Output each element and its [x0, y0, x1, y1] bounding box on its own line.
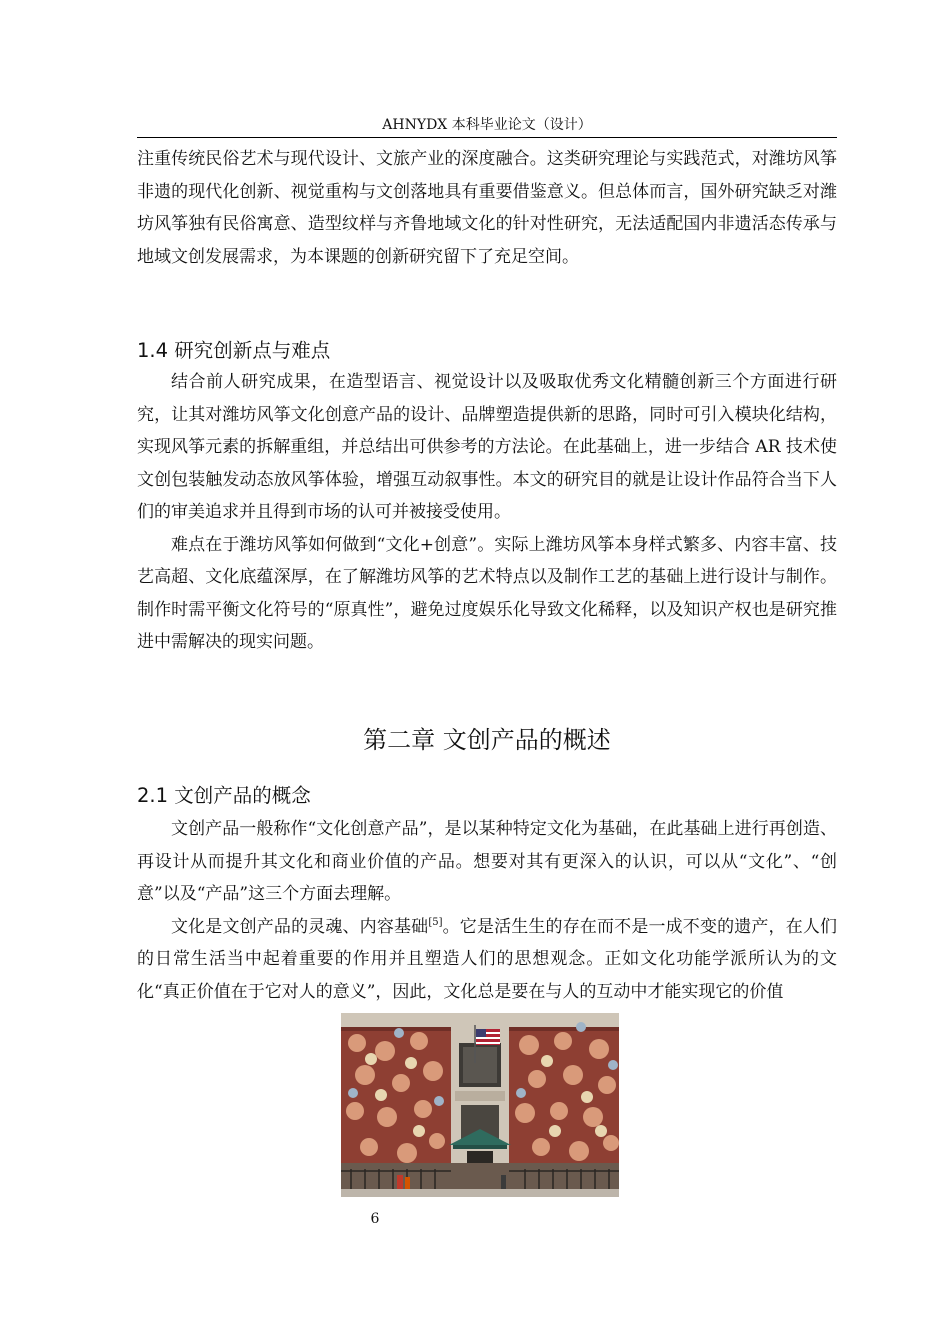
section-1-4-paragraph-2: 难点在于潍坊风筝如何做到“文化+创意”。实际上潍坊风筝本身样式繁多、内容丰富、技艺高超、文化底蕴深厚，在了解潍坊风筝的艺术特点以及制作工艺的基础上进行设计与制作。制作时需平衡文化符号的“原真性”，避免过度娱乐化导致文化稀释，以及知识产权也是研究推进中需解决的现实问题。	[137, 534, 837, 652]
paragraph-text-before-citation: 文化是文创产品的灵魂、内容基础	[171, 916, 429, 937]
section-1-4-paragraph-1: 结合前人研究成果，在造型语言、视觉设计以及吸取优秀文化精髓创新三个方面进行研究，让其对潍坊风筝文化创意产品的设计、品牌塑造提供新的思路，同时可引入模块化结构，实现风筝元素的拆解重组，并总结出可供参考的方法论。在此基础上，进一步结合 AR 技术使文创包装触发动态放风筝体验，增强互动叙事性。本文的研究目的就是让设计作品符合当下人们的审美追求并且得到市场的认可并被接受使用。	[137, 372, 837, 522]
intro-paragraph-block	[137, 143, 837, 273]
page-number: 6	[370, 1211, 380, 1227]
header-rule	[137, 137, 837, 138]
building-kite-photo	[341, 1013, 619, 1197]
section-title-1-4: 1.4 研究创新点与难点	[137, 339, 331, 362]
section-2-1-paragraph-1: 文创产品一般称作“文化创意产品”，是以某种特定文化为基础，在此基础上进行再创造、再设计从而提升其文化和商业价值的产品。想要对其有更深入的认识，可以从“文化”、“创意”以及“产品”这三个方面去理解。	[137, 819, 837, 904]
citation-reference: [5]	[428, 916, 443, 928]
section-2-1-paragraph-2	[137, 911, 837, 1009]
section-2-1-body	[137, 813, 837, 1008]
chapter-title: 第二章 文创产品的概述	[363, 726, 611, 754]
section-1-4-body	[137, 366, 837, 659]
paragraph-text-after-citation: 。它是活生生的存在而不是一成不变的遗产，在人们的日常生活当中起着重要的作用并且塑造人们的思想观念。正如文化功能学派所认为的文化“真正价值在于它对人的意义”，因此，文化总是要在与人的互动中才能实现它的价值	[137, 916, 838, 1002]
section-title-2-1: 2.1 文创产品的概念	[137, 784, 311, 807]
building-kite-photo-illustration	[341, 1013, 619, 1197]
running-header: AHNYDX 本科毕业论文（设计）	[382, 117, 592, 133]
intro-paragraph: 注重传统民俗艺术与现代设计、文旅产业的深度融合。这类研究理论与实践范式，对潍坊风筝非遗的现代化创新、视觉重构与文创落地具有重要借鉴意义。但总体而言，国外研究缺乏对潍坊风筝独有民俗寓意、造型纹样与齐鲁地域文化的针对性研究，无法适配国内非遗活态传承与地域文创发展需求，为本课题的创新研究留下了充足空间。	[137, 149, 837, 267]
